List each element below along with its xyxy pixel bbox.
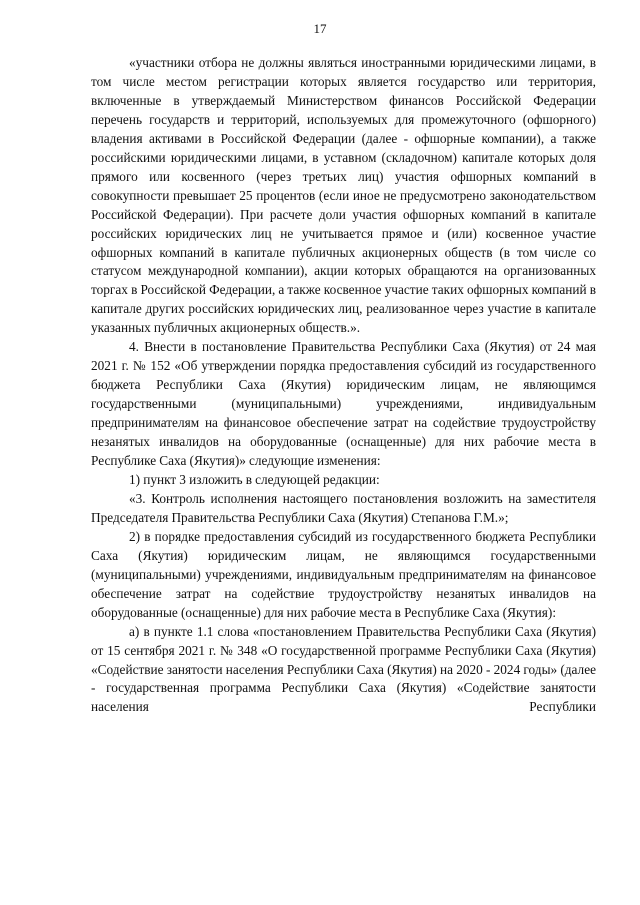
paragraph-offshore-requirement: «участники отбора не должны являться иностранными юридическими лицами, в том числе местом регистрации которых является государство или территория, включенные в утверждаемый Министерством финансов Российской Федерации перечень государств и территорий, используемых для промежуточного (офшорного) владения активами в Российской Федерации (далее - офшорные компании), а также российскими юридическими лицами, в уставном (складочном) капитале которых доля прямого или косвенного (через третьих лиц) участия офшорных компаний в совокупности превышает 25 процентов (если иное не предусмотрено законодательством Российской Федерации). При расчете доли участия офшорных компаний в капитале российских юридических лиц не учитывается прямое и (или) косвенное участие офшорных компаний в капитале публичных акционерных обществ (в том числе со статусом международной компании), акции которых обращаются на организованных торгах в Российской Федерации, а также косвенное участие таких офшорных компаний в капитале других российских юридических лиц, реализованное через участие в капитале указанных публичных акционерных обществ.». (91, 55, 596, 336)
paragraph-control-clause: «3. Контроль исполнения настоящего постановления возложить на заместителя Председателя Правительства Республики Саха (Якутия) Степанова Г.М.»; (91, 490, 596, 525)
paragraph-subitem-2: 2) в порядке предоставления субсидий из государственного бюджета Республики Саха (Якутия) юридическим лицам, не являющимся государственными (муниципальными) учреждениями, индивидуальным предпринимателям на финансовое обеспечение затрат на содействие трудоустройству незанятых инвалидов на оборудованные (оснащенные) для них рабочие места в Республике Саха (Якутия): (91, 528, 596, 620)
document-body (91, 54, 596, 717)
paragraph-item-4: 4. Внести в постановление Правительства Республики Саха (Якутия) от 24 мая 2021 г. № 152 «Об утверждении порядка предоставления субсидий из государственного бюджета Республики Саха (Якутия) юридическим лицам, не являющимся государственными (муниципальными) учреждениями, индивидуальным предпринимателям на финансовое обеспечение затрат на содействие трудоустройству незанятых инвалидов на оборудованные (оснащенные) для них рабочие места в Республике Саха (Якутия)» следующие изменения: (91, 339, 596, 469)
page-number: 17 (313, 21, 327, 36)
paragraph-subitem-a: а) в пункте 1.1 слова «постановлением Правительства Республики Саха (Якутия) от 15 сентября 2021 г. № 348 «О государственной программе Республики Саха (Якутия) «Содействие занятости населения Республики Саха (Якутия) на 2020 - 2024 годы» (далее - государственная программа Республики Саха (Якутия) «Содействие занятости населения Республики (91, 623, 596, 715)
paragraph-subitem-1: 1) пункт 3 изложить в следующей редакции: (129, 471, 380, 487)
